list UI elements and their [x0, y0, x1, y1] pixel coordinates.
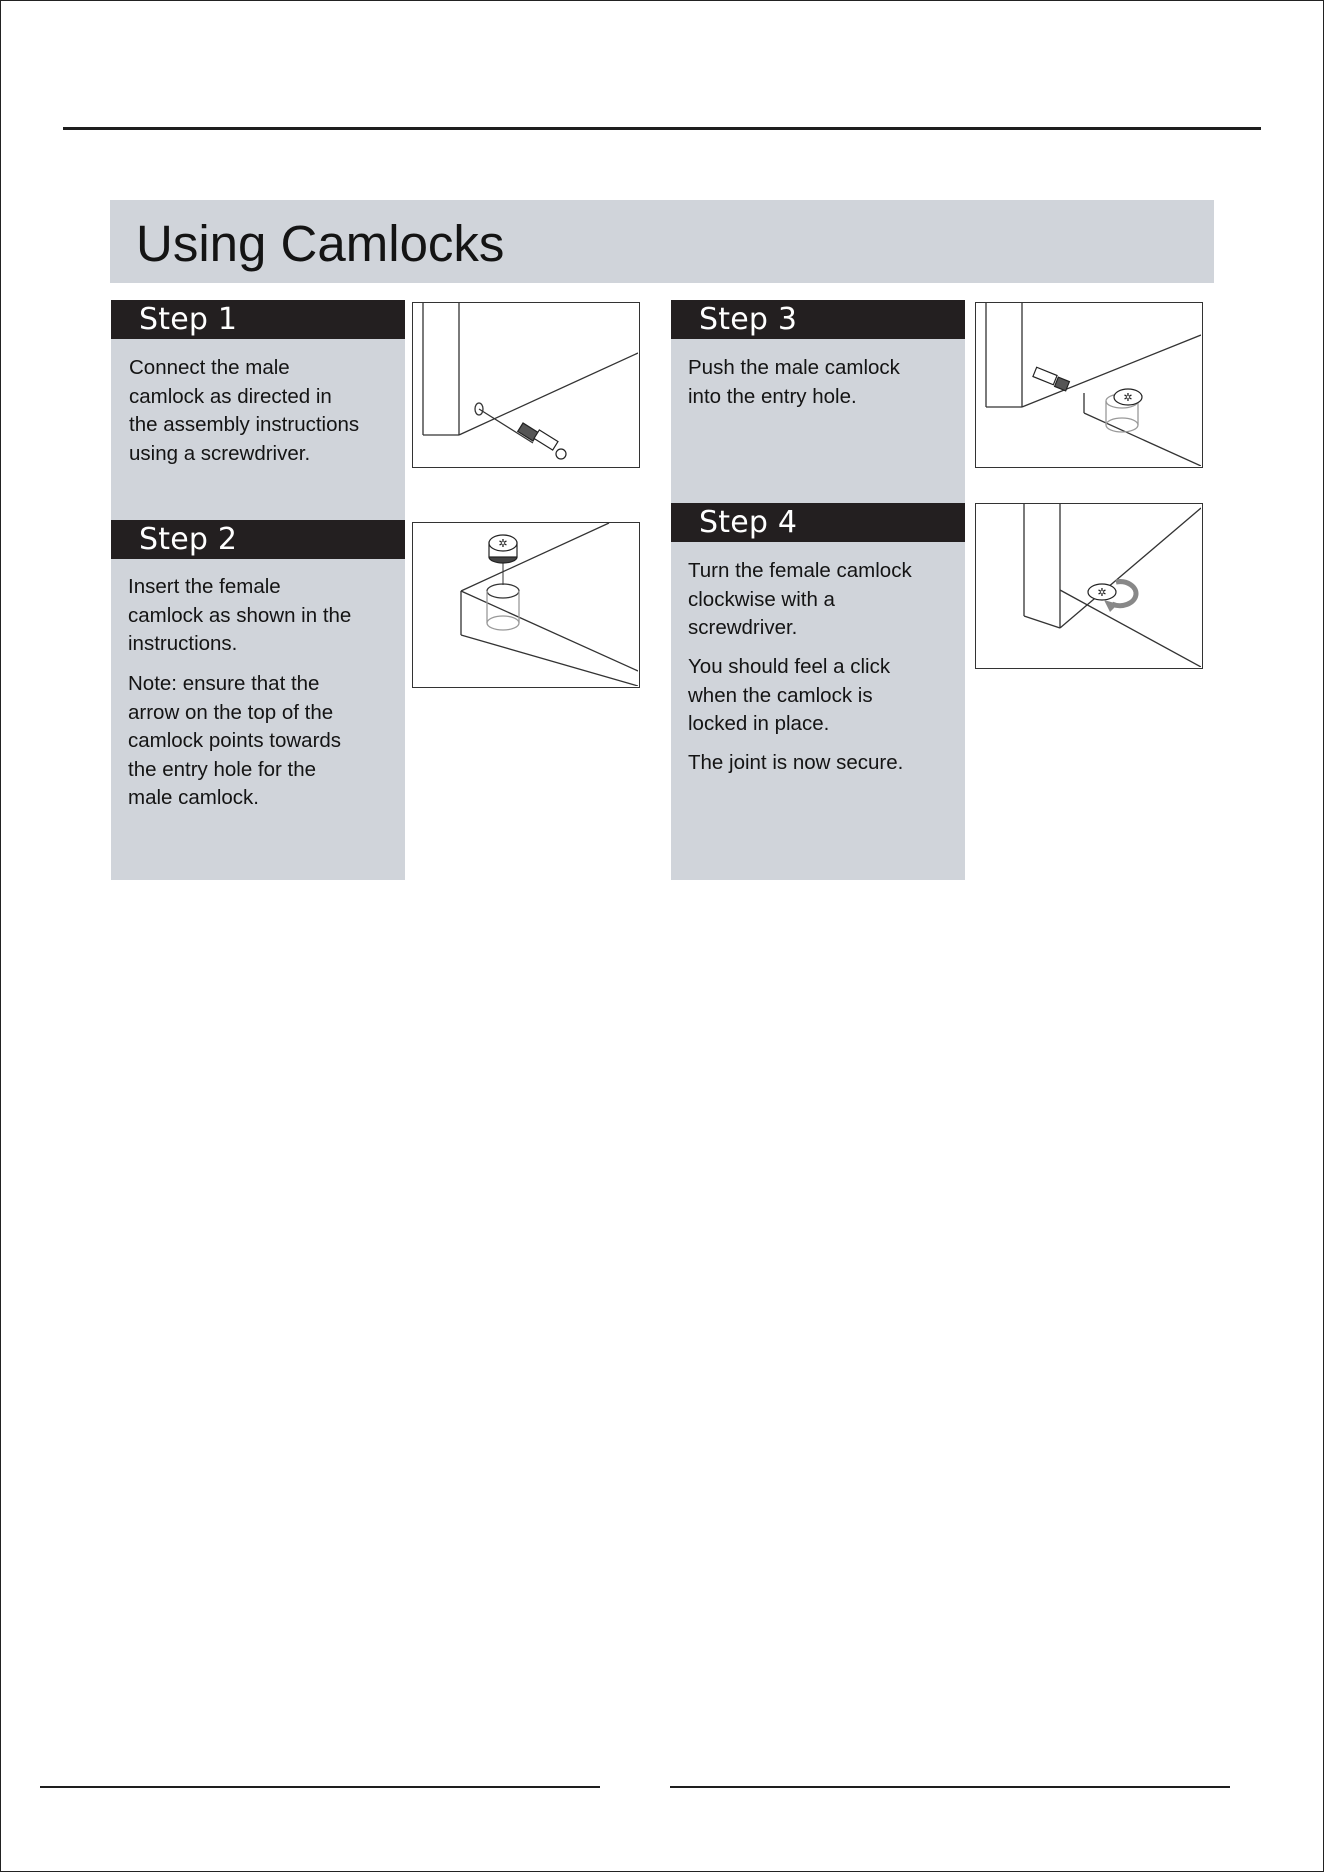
step-3-label: Step 3: [699, 302, 798, 337]
step-4-text: Turn the female camlock clockwise with a screwdriver.: [688, 559, 912, 639]
svg-text:✲: ✲: [1097, 586, 1107, 599]
step-2-text: Insert the female camlock as shown in the instructions.: [128, 575, 352, 655]
step-2-label: Step 2: [139, 522, 238, 557]
step-3-illustration: [975, 302, 1203, 468]
female-camlock-icon: [489, 535, 517, 563]
step-4-click-text: You should feel a click when the camlock is locked in place.: [688, 655, 891, 735]
step-1-header: [111, 300, 405, 339]
rotate-clockwise-icon: [1088, 582, 1136, 612]
step-1-label: Step 1: [139, 302, 238, 337]
step-1-text: Connect the male camlock as directed in the assembly instructions using a screwdriver.: [129, 356, 360, 465]
step-1-illustration: [412, 302, 640, 468]
step-4-label: Step 4: [699, 505, 798, 540]
step-2-header: [111, 520, 405, 559]
step-2-note: Note: ensure that the arrow on the top of the camlock points towards the entry hole for the male camlock.: [128, 672, 342, 809]
male-camlock-pushed-icon: [1033, 367, 1142, 405]
page-title: Using Camlocks: [136, 215, 505, 272]
top-rule: [63, 127, 1261, 130]
step-4-header: [671, 503, 965, 542]
step-3-text: Push the male camlock into the entry hole.: [688, 356, 900, 408]
svg-text:✲: ✲: [498, 537, 508, 550]
step-2-illustration: [412, 522, 640, 688]
step-4-illustration: [975, 503, 1203, 669]
bottom-rule-right: [670, 1786, 1230, 1788]
bottom-rule-left: [40, 1786, 600, 1788]
male-camlock-icon: [518, 423, 566, 459]
svg-text:✲: ✲: [1123, 391, 1133, 404]
step-4-secure-text: The joint is now secure.: [688, 751, 904, 774]
title-band: [110, 200, 1214, 283]
step-3-header: [671, 300, 965, 339]
